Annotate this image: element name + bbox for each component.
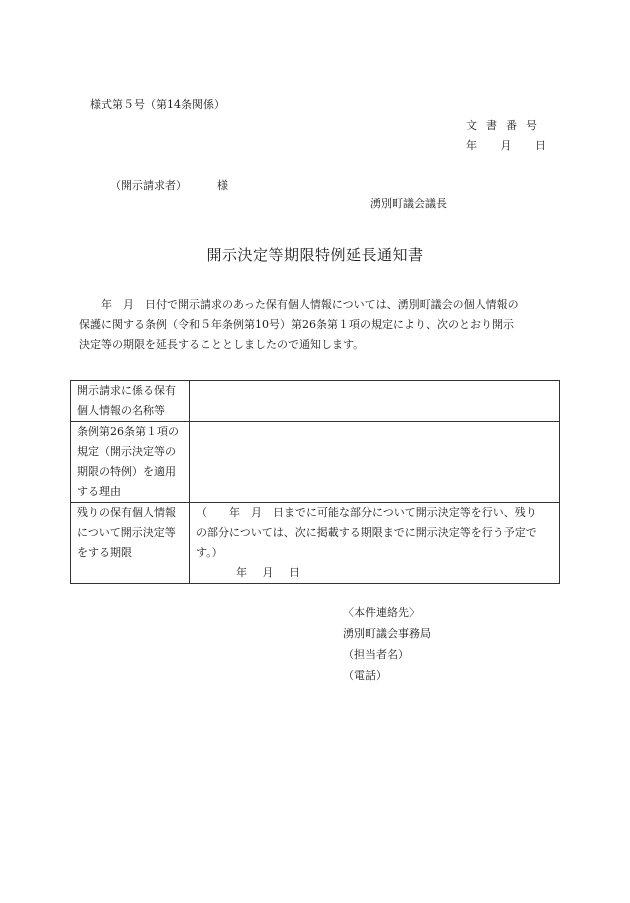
deadline-text-line: の部分については、次に掲載する期限までに開示決定等を行う予定で: [196, 526, 537, 539]
contact-person: （担当者名）: [343, 648, 409, 661]
deadline-date: 年 月 日: [236, 566, 300, 579]
body-line: 決定等の期限を延長することとしましたので通知します。: [79, 338, 365, 351]
document-number: 文書番号: [466, 119, 546, 132]
contact-block: [343, 602, 431, 686]
contact-heading: 〈本件連絡先〉: [343, 606, 420, 619]
row-label-line: をする期限: [77, 546, 132, 559]
row-label-line: 期限の特例）を適用: [77, 465, 176, 478]
contact-office: 湧別町議会事務局: [343, 627, 431, 640]
deadline-text-line: （ 年 月 日までに可能な部分について開示決定等を行い、残り: [196, 506, 537, 519]
row-label-line: する理由: [77, 485, 121, 498]
body-line: 保護に関する条例（令和５年条例第10号）第26条第１項の規定により、次のとおり開示: [79, 318, 514, 331]
deadline-value-cell[interactable]: [190, 503, 560, 584]
row-label-line: 開示請求に係る保有: [77, 384, 176, 397]
info-table: [70, 380, 560, 584]
requester-honorific: 様: [217, 179, 228, 192]
deadline-text-line: す。）: [196, 546, 223, 559]
contact-phone: （電話）: [343, 669, 387, 682]
table-row: [71, 381, 560, 422]
requester-label: （開示請求者）: [110, 179, 187, 192]
reason-value-cell[interactable]: [190, 422, 560, 503]
table-row: [71, 422, 560, 503]
row-label-cell: [71, 503, 190, 584]
row-label-line: 条例第26条第１項の: [77, 425, 179, 438]
table-row: [71, 503, 560, 584]
document-date: 年 月 日: [466, 139, 546, 152]
form-label: 様式第５号（第14条関係）: [90, 98, 225, 111]
row-label-line: 残りの保有個人情報: [77, 506, 176, 519]
row-label-line: 個人情報の名称等: [77, 404, 165, 417]
document-title: 開示決定等期限特例延長通知書: [206, 246, 424, 264]
body-line: 年 月 日付で開示請求のあった保有個人情報については、湧別町議会の個人情報の: [101, 298, 519, 311]
issuer: 湧別町議会議長: [370, 197, 447, 210]
row-label-cell: [71, 422, 190, 503]
requester-line: [110, 179, 228, 193]
document-name-value-cell[interactable]: [190, 381, 560, 422]
row-label-line: について開示決定等: [77, 526, 176, 539]
body-paragraph: [79, 295, 563, 355]
row-label-line: 規定（開示決定等の: [77, 445, 176, 458]
row-label-cell: [71, 381, 190, 422]
